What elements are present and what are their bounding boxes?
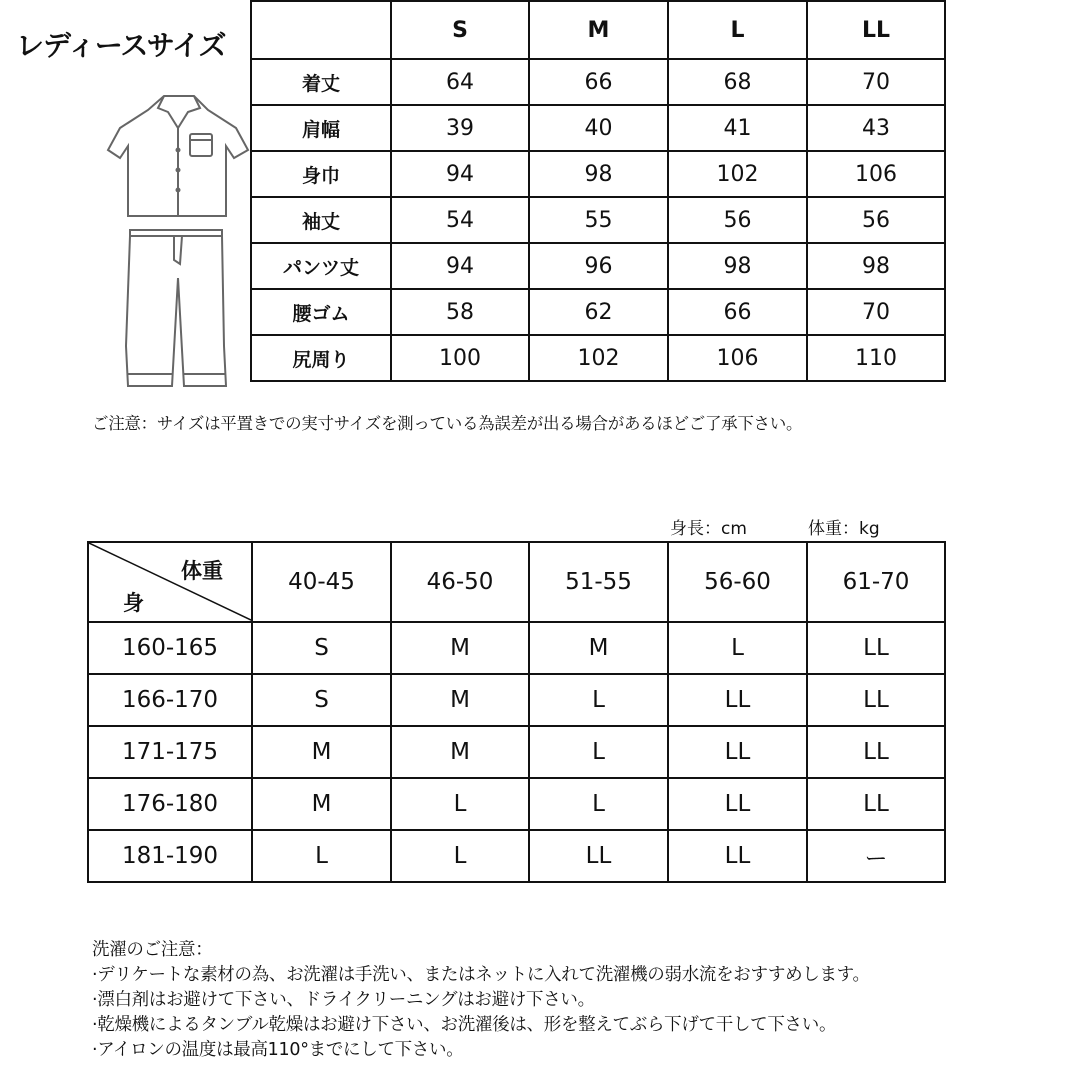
page-title: レディースサイズ (16, 29, 226, 62)
washing-instructions (92, 938, 870, 1063)
table-cell: LL (668, 830, 807, 882)
table-cell: LL (668, 778, 807, 830)
table-cell: 98 (807, 243, 945, 289)
height-unit-label: 身長：cm (670, 519, 747, 539)
table-cell: M (391, 622, 529, 674)
washing-item: ·アイロンの温度は最高110°までにして下さい。 (92, 1040, 464, 1060)
table-cell: 54 (391, 197, 529, 243)
washing-item: ·デリケートな素材の為、お洗濯は手洗い、またはネットに入れて洗濯機の弱水流をおすすめします。 (92, 965, 870, 985)
size-table-header (251, 1, 945, 59)
table-cell: 64 (391, 59, 529, 105)
washing-item: ·乾燥機によるタンブル乾燥はお避け下さい、お洗濯後は、形を整えてぶら下げて干して下さい。 (92, 1015, 837, 1035)
row-label: 166-170 (88, 674, 252, 726)
table-cell: 94 (391, 151, 529, 197)
corner-cell (88, 542, 252, 622)
table-cell: ー (807, 830, 945, 882)
table-row (251, 105, 945, 151)
table-cell: 96 (529, 243, 668, 289)
corner-height-label: 身 (123, 591, 144, 615)
washing-heading: 洗濯のご注意： (92, 940, 213, 960)
table-cell: 106 (668, 335, 807, 381)
table-cell: M (391, 726, 529, 778)
diagonal-divider (89, 543, 253, 621)
table-cell: 55 (529, 197, 668, 243)
table-cell: 70 (807, 59, 945, 105)
table-cell: 62 (529, 289, 668, 335)
table-cell: L (529, 778, 668, 830)
pajama-set-icon (106, 88, 256, 398)
table-cell: 66 (668, 289, 807, 335)
table-cell: 98 (529, 151, 668, 197)
table-row (88, 778, 945, 830)
row-label: 腰ゴム (251, 289, 391, 335)
column-header: 56-60 (668, 542, 807, 622)
row-label: 160-165 (88, 622, 252, 674)
table-cell: S (252, 622, 391, 674)
row-label: 尻周り (251, 335, 391, 381)
table-row (88, 726, 945, 778)
table-row (251, 59, 945, 105)
table-cell: 102 (529, 335, 668, 381)
size-table (250, 0, 946, 382)
table-cell: M (529, 622, 668, 674)
corner-weight-label: 体重 (181, 559, 223, 583)
table-cell: 98 (668, 243, 807, 289)
table-cell: 40 (529, 105, 668, 151)
row-label: 176-180 (88, 778, 252, 830)
table-row (251, 197, 945, 243)
table-cell: LL (807, 674, 945, 726)
table-cell: 100 (391, 335, 529, 381)
table-row (251, 151, 945, 197)
table-cell: 110 (807, 335, 945, 381)
table-cell: L (529, 726, 668, 778)
table-cell: 68 (668, 59, 807, 105)
table-row (88, 830, 945, 882)
table-cell: LL (807, 778, 945, 830)
table-cell: 102 (668, 151, 807, 197)
table-cell: 43 (807, 105, 945, 151)
washing-item: ·漂白剤はお避けて下さい、ドライクリーニングはお避け下さい。 (92, 990, 595, 1010)
table-cell: LL (668, 726, 807, 778)
table-row (88, 674, 945, 726)
row-label: 袖丈 (251, 197, 391, 243)
table-cell: 56 (668, 197, 807, 243)
column-header: 40-45 (252, 542, 391, 622)
column-header: S (391, 1, 529, 59)
size-chart-table (87, 541, 946, 883)
table-cell: 70 (807, 289, 945, 335)
row-label: 181-190 (88, 830, 252, 882)
column-header: 51-55 (529, 542, 668, 622)
column-header: 61-70 (807, 542, 945, 622)
table-cell: LL (807, 622, 945, 674)
table-cell: LL (807, 726, 945, 778)
corner-cell (251, 1, 391, 59)
row-label: 着丈 (251, 59, 391, 105)
table-cell: 66 (529, 59, 668, 105)
table-row (251, 289, 945, 335)
size-chart-header (88, 542, 945, 622)
table-cell: 41 (668, 105, 807, 151)
row-label: 肩幅 (251, 105, 391, 151)
table-cell: L (391, 830, 529, 882)
table-row (251, 335, 945, 381)
table-cell: L (529, 674, 668, 726)
column-header: L (668, 1, 807, 59)
table-cell: 58 (391, 289, 529, 335)
table-cell: L (252, 830, 391, 882)
table-cell: L (391, 778, 529, 830)
table-cell: L (668, 622, 807, 674)
table-cell: S (252, 674, 391, 726)
table-cell: LL (529, 830, 668, 882)
table-cell: 106 (807, 151, 945, 197)
table-cell: M (252, 778, 391, 830)
weight-unit-label: 体重：kg (808, 519, 880, 539)
table-cell: 56 (807, 197, 945, 243)
table-row (88, 622, 945, 674)
row-label: パンツ丈 (251, 243, 391, 289)
table-cell: M (252, 726, 391, 778)
table-cell: 39 (391, 105, 529, 151)
column-header: 46-50 (391, 542, 529, 622)
size-note: ご注意：サイズは平置きでの実寸サイズを測っている為誤差が出る場合があるほどご了承下さい。 (92, 414, 803, 433)
table-cell: M (391, 674, 529, 726)
column-header: LL (807, 1, 945, 59)
table-row (251, 243, 945, 289)
row-label: 身巾 (251, 151, 391, 197)
table-cell: 94 (391, 243, 529, 289)
column-header: M (529, 1, 668, 59)
row-label: 171-175 (88, 726, 252, 778)
table-cell: LL (668, 674, 807, 726)
